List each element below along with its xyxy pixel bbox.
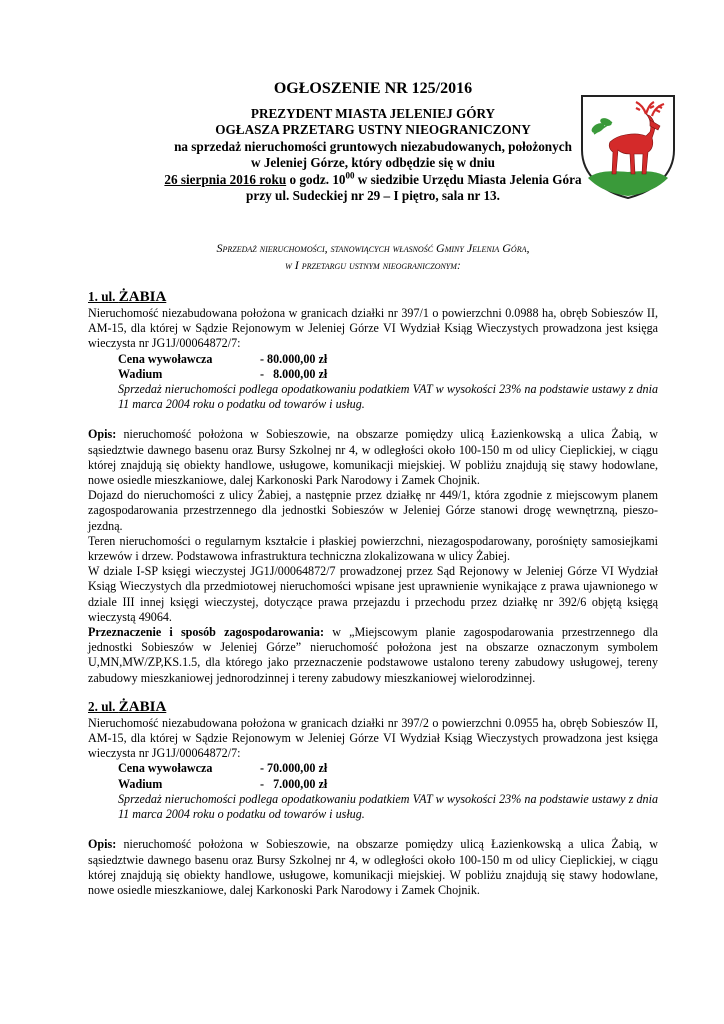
- section-1-heading: 1. ul. ŻABIA: [88, 289, 167, 305]
- section-2-vat-note: Sprzedaż nieruchomości podlega opodatkowaniu podatkiem VAT w wysokości 23% na podstawie ustawy z dnia 11 marca 2004 roku o podatku od towarów i usług.: [118, 791, 658, 822]
- header-line-2: OGŁASZA PRZETARG USTNY NIEOGRANICZONY: [215, 122, 531, 138]
- header-line-1: PREZYDENT MIASTA JELENIEJ GÓRY: [250, 106, 496, 121]
- subtitle: Sprzedaż nieruchomości, stanowiących własność Gminy Jelenia Góra, w I przetargu ustnym nieograniczonym:: [216, 241, 530, 272]
- section-2-description: Nieruchomość niezabudowana położona w granicach działki nr 397/2 o powierzchni 0.0955 ha, obręb Sobieszów II, AM-15, dla której w Sądzie Rejonowym w Jeleniej Górze VI Wydział Ksiąg Wieczystych prowadzona jest księga wieczysta nr JG1J/00064872/7:: [88, 715, 658, 761]
- section-1-przeznaczenie: Przeznaczenie i sposób zagospodarowania: w „Miejscowym planie zagospodarowania przestrzennego dla jednostki Sobieszów w Jeleniej Górze” nieruchomość położona jest na obszarze oznaczonym symbolem U,MN,MW/ZP,KS.1.5, dla którego jako przeznaczenie podstawowe ustalono tereny zabudowy usługowej, tereny zabudowy mieszkaniowej jednorodzinnej i tereny zabudowy mieszkaniowej wielorodzinnej.: [88, 625, 658, 685]
- auction-date: 26 sierpnia 2016 roku: [164, 171, 287, 187]
- header-line-4: w Jeleniej Górze, który odbędzie się w dniu: [251, 155, 495, 171]
- section-1-teren: Teren nieruchomości o regularnym kształcie i płaskiej powierzchni, niezagospodarowany, porośnięty samosiejkami krzewów i drzew. Podstawowa infrastruktura techniczna zlokalizowana w ulicy Żabiej.: [88, 533, 658, 564]
- announcement-header: [88, 106, 658, 204]
- section-1-vat-note: Sprzedaż nieruchomości podlega opodatkowaniu podatkiem VAT w wysokości 23% na podstawie ustawy z dnia 11 marca 2004 roku o podatku od towarów i usług.: [118, 382, 658, 412]
- header-line-6: przy ul. Sudeckiej nr 29 – I piętro, sala nr 13.: [246, 188, 500, 204]
- announcement-body: [88, 288, 658, 898]
- header-line-5: 26 sierpnia 2016 roku o godz. $10^{00}$ w siedzibie Urzędu Miasta Jelenia Góra: [164, 170, 582, 187]
- section-2-deposit: Wadium - 7.000,00 zł: [118, 776, 328, 791]
- section-1-opis: Opis: nieruchomość położona w Sobieszowie, na obszarze pomiędzy ulicą Łazienkowską a ulica Żabią, w sąsiedztwie dawnego basenu oraz Bursy Szkolnej nr 4, w odległości około 100-150 m od ulicy Cieplickiej, w ciągu której znajdują się obiekty handlowe, usługowe, komunikacji miejskiej. W pobliżu znajdują się stawy hodowlane, nowe osiedle mieszkaniowe, dalej Karkonoski Park Narodowy i Zamek Chojnik.: [88, 427, 658, 488]
- section-1-dzial: W dziale I-SP księgi wieczystej JG1J/00064872/7 prowadzonej przez Sąd Rejonowy w Jeleniej Górze VI Wydział Ksiąg Wieczystych dla przedmiotowej nieruchomości wpisane jest uprawnienie wynikające z prawa ujawnionego w dziale III innej księgi wieczystej, dotyczące prawa przejazdu i przechodu przez działkę nr 392/6 objętą księgą wieczystą 49064.: [88, 564, 658, 624]
- section-2-starting-price: Cena wywoławcza - 70.000,00 zł: [118, 761, 328, 776]
- section-1-description: Nieruchomość niezabudowana położona w granicach działki nr 397/1 o powierzchni 0.0988 ha, obręb Sobieszów II, AM-15, dla której w Sądzie Rejonowym w Jeleniej Górze VI Wydział Ksiąg Wieczystych prowadzona jest księga wieczysta nr JG1J/00064872/7:: [88, 306, 658, 351]
- announcement-title: OGŁOSZENIE NR 125/2016: [273, 80, 473, 97]
- section-1-deposit: Wadium - 8.000,00 zł: [118, 366, 328, 381]
- section-2-opis: Opis: nieruchomość położona w Sobieszowie, na obszarze pomiędzy ulicą Łazienkowską a ulica Żabią, w sąsiedztwie dawnego basenu oraz Bursy Szkolnej nr 4, w odległości około 100-150 m od ulicy Cieplickiej, w ciągu której znajdują się obiekty handlowe, usługowe, komunikacji miejskiej. W pobliżu znajdują się stawy hodowlane, nowe osiedle mieszkaniowe, dalej Karkonoski Park Narodowy i Zamek Chojnik.: [88, 837, 658, 897]
- section-1-dojazd: Dojazd do nieruchomości z ulicy Żabiej, a następnie przez działkę nr 449/1, która zgodnie z miejscowym planem zagospodarowania przestrzennego dla jednostki Sobieszów w Jeleniej Górze stanowi drogę wewnętrzną, pieszo-jezdną.: [88, 488, 658, 533]
- header-line-3: na sprzedaż nieruchomości gruntowych niezabudowanych, położonych: [174, 138, 572, 154]
- section-2-heading: 2. ul. ŻABIA: [88, 698, 167, 715]
- section-1-starting-price: Cena wywoławcza - 80.000,00 zł: [118, 351, 328, 366]
